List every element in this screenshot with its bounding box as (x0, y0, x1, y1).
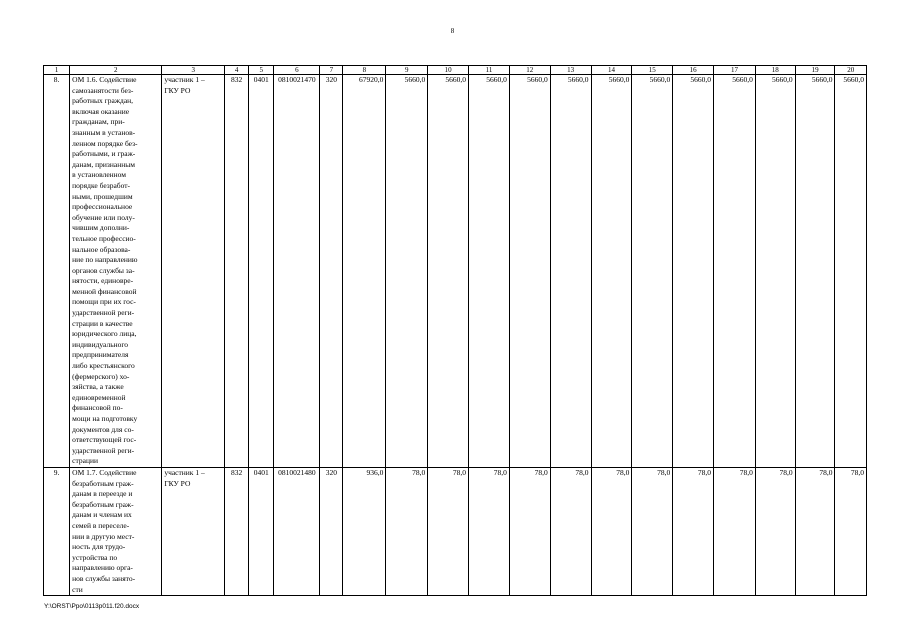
year-value-cell: 78,0 (428, 467, 469, 595)
table-cell: 832 (225, 75, 249, 468)
year-value-cell: 5660,0 (632, 75, 673, 468)
table-cell: 0401 (249, 467, 274, 595)
year-value-cell: 78,0 (469, 467, 510, 595)
year-value-cell: 78,0 (673, 467, 714, 595)
column-header: 9 (386, 66, 428, 75)
column-header: 15 (632, 66, 673, 75)
row-number: 8. (44, 75, 70, 468)
column-header: 18 (755, 66, 795, 75)
table-cell: 320 (320, 467, 343, 595)
year-value-cell: 5660,0 (509, 75, 550, 468)
column-header: 17 (714, 66, 756, 75)
total-cell: 936,0 (343, 467, 386, 595)
column-header: 14 (591, 66, 632, 75)
year-value-cell: 5660,0 (550, 75, 591, 468)
column-header: 11 (469, 66, 510, 75)
year-value-cell: 5660,0 (755, 75, 795, 468)
year-value-cell: 78,0 (835, 467, 867, 595)
table-cell: 320 (320, 75, 343, 468)
column-header: 12 (509, 66, 550, 75)
page-number: 8 (450, 27, 455, 35)
year-value-cell: 5660,0 (386, 75, 428, 468)
year-value-cell: 78,0 (550, 467, 591, 595)
participant-cell: участник 1 – ГКУ РО (162, 467, 225, 595)
column-header: 2 (70, 66, 162, 75)
column-header: 13 (550, 66, 591, 75)
year-value-cell: 78,0 (386, 467, 428, 595)
column-header: 20 (835, 66, 867, 75)
year-value-cell: 78,0 (795, 467, 835, 595)
column-header: 7 (320, 66, 343, 75)
table-row (44, 75, 867, 468)
column-header: 3 (162, 66, 225, 75)
year-value-cell: 5660,0 (673, 75, 714, 468)
column-header: 6 (274, 66, 320, 75)
total-cell: 67920,0 (343, 75, 386, 468)
column-header: 10 (428, 66, 469, 75)
budget-table (43, 65, 867, 596)
column-header: 5 (249, 66, 274, 75)
year-value-cell: 5660,0 (591, 75, 632, 468)
table-cell: 0810021470 (274, 75, 320, 468)
table-cell: 832 (225, 467, 249, 595)
measure-description: ОМ 1.6. Содействие самозанятости без- работных граждан, включая оказание гражданам, при- знанным в установ- ленном порядке без- работными, и граж- данам, признанным в установленном порядке безработ- ными, прошедшим профессиональное обучение или полу- чившим дополни- тельное профессио- нальное образова- ние по направлению органов службы за- нятости, единовре- менной финансовой помощи при их гос- ударственной реги- страции в качестве юридического лица, индивидуального предпринимателя либо крестьянского (фермерского) хо- зяйства, а также единовременной финансовой по- мощи на подготовку документов для со- ответствующей гос- ударственной реги- страции (70, 75, 162, 468)
table-cell: 0810021480 (274, 467, 320, 595)
year-value-cell: 5660,0 (714, 75, 756, 468)
file-path-footer: Y:\ORST\Ppo\0113p011.f20.docx (44, 603, 140, 610)
column-header: 16 (673, 66, 714, 75)
year-value-cell: 5660,0 (428, 75, 469, 468)
column-header: 19 (795, 66, 835, 75)
column-header: 8 (343, 66, 386, 75)
year-value-cell: 78,0 (509, 467, 550, 595)
measure-description: ОМ 1.7. Содействие безработным граж- данам в переезде и безработным граж- данам и членам их семей в переселе- нии в другую мест- ность для трудо- устройства по направлению орга- нов службы занято- сти (70, 467, 162, 595)
year-value-cell: 5660,0 (795, 75, 835, 468)
table-cell: 0401 (249, 75, 274, 468)
column-header: 4 (225, 66, 249, 75)
year-value-cell: 5660,0 (835, 75, 867, 468)
column-header: 1 (44, 66, 70, 75)
row-number: 9. (44, 467, 70, 595)
year-value-cell: 5660,0 (469, 75, 510, 468)
column-number-row (44, 66, 867, 75)
table-row (44, 467, 867, 595)
year-value-cell: 78,0 (632, 467, 673, 595)
year-value-cell: 78,0 (714, 467, 756, 595)
participant-cell: участник 1 – ГКУ РО (162, 75, 225, 468)
year-value-cell: 78,0 (591, 467, 632, 595)
year-value-cell: 78,0 (755, 467, 795, 595)
